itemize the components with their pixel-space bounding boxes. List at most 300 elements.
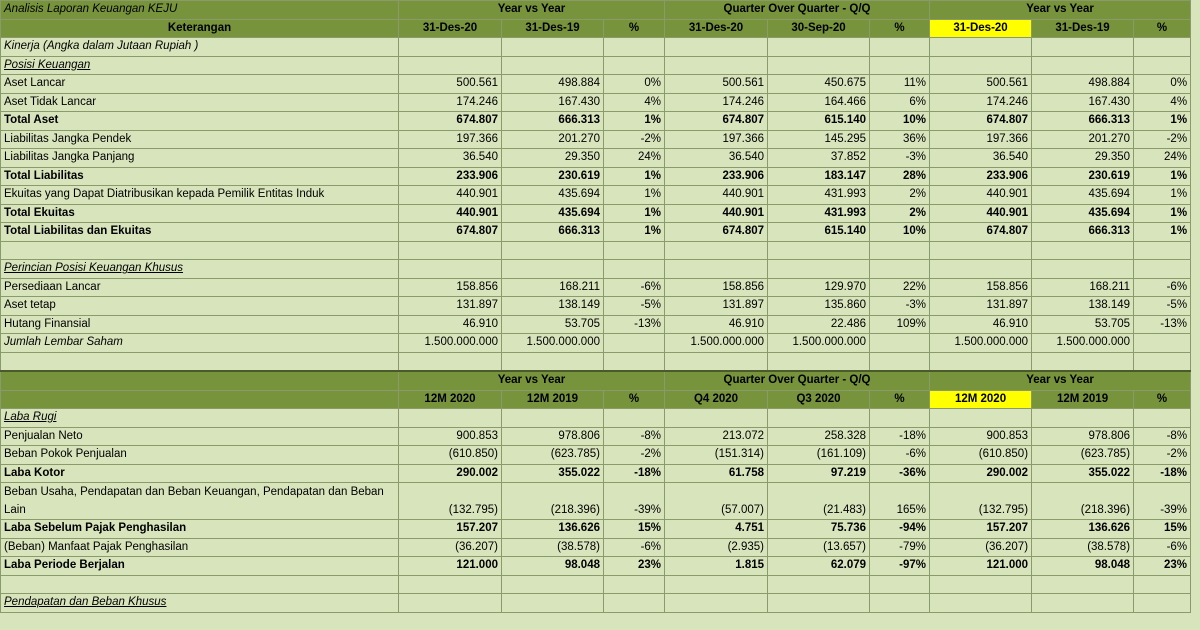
value-cell[interactable]: -2% [604, 446, 665, 465]
empty-cell[interactable] [665, 409, 768, 428]
column-header[interactable]: 31-Des-19 [1032, 19, 1134, 38]
section-title-laba-rugi[interactable]: Laba Rugi [1, 409, 399, 428]
value-cell[interactable]: -39% [604, 483, 665, 520]
value-cell[interactable]: (2.935) [665, 538, 768, 557]
value-cell[interactable]: -8% [1134, 427, 1191, 446]
value-cell[interactable]: 666.313 [1032, 223, 1134, 242]
value-cell[interactable]: 37.852 [768, 149, 870, 168]
value-cell[interactable]: 230.619 [502, 167, 604, 186]
empty-cell[interactable] [502, 38, 604, 57]
value-cell[interactable]: 674.807 [399, 223, 502, 242]
value-cell[interactable]: 1.500.000.000 [399, 334, 502, 353]
value-cell[interactable]: -18% [1134, 464, 1191, 483]
value-cell[interactable]: -13% [1134, 315, 1191, 334]
empty-cell[interactable] [768, 594, 870, 613]
value-cell[interactable]: 145.295 [768, 130, 870, 149]
value-cell[interactable]: 1.815 [665, 557, 768, 576]
value-cell[interactable]: 615.140 [768, 112, 870, 131]
group-header-yoy[interactable]: Year vs Year [399, 371, 665, 390]
value-cell[interactable]: 1.500.000.000 [768, 334, 870, 353]
value-cell[interactable]: 1% [604, 223, 665, 242]
empty-cell[interactable] [930, 241, 1032, 260]
empty-cell[interactable] [665, 352, 768, 371]
value-cell[interactable]: 4.751 [665, 520, 768, 539]
empty-cell[interactable] [604, 56, 665, 75]
value-cell[interactable]: (623.785) [502, 446, 604, 465]
value-cell[interactable]: 1% [604, 167, 665, 186]
value-cell[interactable] [604, 334, 665, 353]
value-cell[interactable]: 435.694 [502, 186, 604, 205]
value-cell[interactable]: 36.540 [930, 149, 1032, 168]
empty-cell[interactable] [399, 409, 502, 428]
value-cell[interactable]: 23% [604, 557, 665, 576]
value-cell[interactable]: (36.207) [930, 538, 1032, 557]
value-cell[interactable]: 10% [870, 112, 930, 131]
section-title-pendapatan-beban[interactable]: Pendapatan dan Beban Khusus [1, 594, 399, 613]
value-cell[interactable]: 165% [870, 483, 930, 520]
value-cell[interactable]: 1% [604, 112, 665, 131]
value-cell[interactable]: 213.072 [665, 427, 768, 446]
value-cell[interactable]: 450.675 [768, 75, 870, 94]
value-cell[interactable]: 435.694 [1032, 186, 1134, 205]
group-header-yoy-2[interactable]: Year vs Year [930, 371, 1191, 390]
row-label[interactable]: Beban Usaha, Pendapatan dan Beban Keuangan, Pendapatan dan Beban Lain [1, 483, 399, 520]
value-cell[interactable]: -5% [604, 297, 665, 316]
value-cell[interactable]: 674.807 [930, 112, 1032, 131]
empty-cell[interactable] [604, 409, 665, 428]
column-header-highlighted[interactable]: 12M 2020 [930, 390, 1032, 409]
row-label[interactable]: Hutang Finansial [1, 315, 399, 334]
value-cell[interactable]: -3% [870, 297, 930, 316]
empty-cell[interactable] [1032, 38, 1134, 57]
value-cell[interactable]: 1% [1134, 112, 1191, 131]
row-label[interactable]: (Beban) Manfaat Pajak Penghasilan [1, 538, 399, 557]
value-cell[interactable]: 666.313 [502, 223, 604, 242]
value-cell[interactable]: 36% [870, 130, 930, 149]
value-cell[interactable]: (38.578) [502, 538, 604, 557]
empty-cell[interactable] [1134, 241, 1191, 260]
value-cell[interactable]: 197.366 [930, 130, 1032, 149]
value-cell[interactable]: 674.807 [665, 112, 768, 131]
value-cell[interactable]: 1.500.000.000 [930, 334, 1032, 353]
value-cell[interactable]: (151.314) [665, 446, 768, 465]
empty-cell[interactable] [768, 38, 870, 57]
empty-cell[interactable] [502, 352, 604, 371]
row-label[interactable]: Total Liabilitas dan Ekuitas [1, 223, 399, 242]
column-header[interactable]: 12M 2019 [1032, 390, 1134, 409]
value-cell[interactable]: 500.561 [665, 75, 768, 94]
value-cell[interactable]: 29.350 [502, 149, 604, 168]
value-cell[interactable]: 158.856 [930, 278, 1032, 297]
value-cell[interactable]: 62.079 [768, 557, 870, 576]
column-header-highlighted[interactable]: 31-Des-20 [930, 19, 1032, 38]
empty-cell[interactable] [604, 575, 665, 594]
row-label[interactable]: Beban Pokok Penjualan [1, 446, 399, 465]
value-cell[interactable]: -97% [870, 557, 930, 576]
value-cell[interactable]: 1.500.000.000 [502, 334, 604, 353]
value-cell[interactable]: -6% [604, 538, 665, 557]
row-label[interactable]: Liabilitas Jangka Pendek [1, 130, 399, 149]
value-cell[interactable]: 167.430 [1032, 93, 1134, 112]
empty-cell[interactable] [1, 352, 399, 371]
column-header[interactable]: % [870, 19, 930, 38]
group-header-yoy-2[interactable]: Year vs Year [930, 1, 1191, 20]
section-title-perincian[interactable]: Perincian Posisi Keuangan Khusus [1, 260, 399, 279]
empty-cell[interactable] [870, 38, 930, 57]
group-header-yoy[interactable]: Year vs Year [399, 1, 665, 20]
row-label[interactable]: Total Aset [1, 112, 399, 131]
empty-cell[interactable] [502, 241, 604, 260]
value-cell[interactable]: -6% [1134, 538, 1191, 557]
empty-cell[interactable] [768, 56, 870, 75]
value-cell[interactable]: -2% [1134, 446, 1191, 465]
column-header[interactable]: % [1134, 390, 1191, 409]
empty-cell[interactable] [665, 260, 768, 279]
value-cell[interactable]: 24% [1134, 149, 1191, 168]
empty-cell[interactable] [399, 38, 502, 57]
value-cell[interactable]: 129.970 [768, 278, 870, 297]
value-cell[interactable]: 1% [604, 204, 665, 223]
empty-cell[interactable] [399, 352, 502, 371]
empty-cell[interactable] [1032, 56, 1134, 75]
row-label[interactable]: Total Ekuitas [1, 204, 399, 223]
value-cell[interactable]: 121.000 [930, 557, 1032, 576]
value-cell[interactable]: -6% [604, 278, 665, 297]
value-cell[interactable]: 136.626 [502, 520, 604, 539]
empty-cell[interactable] [604, 38, 665, 57]
value-cell[interactable]: 24% [604, 149, 665, 168]
value-cell[interactable]: 167.430 [502, 93, 604, 112]
value-cell[interactable]: (36.207) [399, 538, 502, 557]
column-header[interactable]: 12M 2019 [502, 390, 604, 409]
value-cell[interactable]: -18% [870, 427, 930, 446]
value-cell[interactable]: 1% [604, 186, 665, 205]
value-cell[interactable]: 4% [604, 93, 665, 112]
value-cell[interactable]: 233.906 [665, 167, 768, 186]
value-cell[interactable]: 174.246 [665, 93, 768, 112]
value-cell[interactable]: 158.856 [399, 278, 502, 297]
value-cell[interactable]: (623.785) [1032, 446, 1134, 465]
empty-cell[interactable] [930, 594, 1032, 613]
row-label[interactable]: Penjualan Neto [1, 427, 399, 446]
row-label[interactable]: Laba Sebelum Pajak Penghasilan [1, 520, 399, 539]
empty-cell[interactable] [665, 575, 768, 594]
value-cell[interactable]: 431.993 [768, 204, 870, 223]
column-header[interactable]: 12M 2020 [399, 390, 502, 409]
empty-cell[interactable] [930, 56, 1032, 75]
column-header-keterangan[interactable]: Keterangan [1, 19, 399, 38]
value-cell[interactable]: 61.758 [665, 464, 768, 483]
value-cell[interactable]: 900.853 [930, 427, 1032, 446]
column-header[interactable]: % [1134, 19, 1191, 38]
value-cell[interactable]: -2% [1134, 130, 1191, 149]
value-cell[interactable]: 230.619 [1032, 167, 1134, 186]
value-cell[interactable]: 36.540 [665, 149, 768, 168]
empty-cell[interactable] [604, 352, 665, 371]
value-cell[interactable]: 290.002 [930, 464, 1032, 483]
empty-cell[interactable] [930, 575, 1032, 594]
empty-cell[interactable] [399, 260, 502, 279]
value-cell[interactable]: 109% [870, 315, 930, 334]
value-cell[interactable]: 440.901 [665, 204, 768, 223]
value-cell[interactable]: 98.048 [1032, 557, 1134, 576]
value-cell[interactable]: 435.694 [1032, 204, 1134, 223]
value-cell[interactable]: -39% [1134, 483, 1191, 520]
column-header[interactable]: Q4 2020 [665, 390, 768, 409]
value-cell[interactable]: 440.901 [930, 186, 1032, 205]
value-cell[interactable]: 1% [1134, 186, 1191, 205]
value-cell[interactable]: 355.022 [1032, 464, 1134, 483]
empty-cell[interactable] [604, 594, 665, 613]
value-cell[interactable]: 53.705 [1032, 315, 1134, 334]
column-header[interactable]: % [870, 390, 930, 409]
value-cell[interactable]: (132.795) [399, 483, 502, 520]
value-cell[interactable]: 201.270 [502, 130, 604, 149]
value-cell[interactable]: 978.806 [1032, 427, 1134, 446]
empty-cell[interactable] [399, 575, 502, 594]
value-cell[interactable]: 46.910 [665, 315, 768, 334]
value-cell[interactable]: 157.207 [399, 520, 502, 539]
value-cell[interactable]: -36% [870, 464, 930, 483]
value-cell[interactable]: 138.149 [502, 297, 604, 316]
value-cell[interactable]: 11% [870, 75, 930, 94]
value-cell[interactable]: 498.884 [1032, 75, 1134, 94]
value-cell[interactable]: 168.211 [1032, 278, 1134, 297]
value-cell[interactable]: 355.022 [502, 464, 604, 483]
empty-cell[interactable] [768, 241, 870, 260]
value-cell[interactable]: -3% [870, 149, 930, 168]
empty-cell[interactable] [399, 594, 502, 613]
row-label[interactable]: Aset Lancar [1, 75, 399, 94]
empty-cell[interactable] [665, 594, 768, 613]
value-cell[interactable]: 1% [1134, 204, 1191, 223]
empty-cell[interactable] [1032, 241, 1134, 260]
empty-cell[interactable] [1134, 594, 1191, 613]
value-cell[interactable]: 22.486 [768, 315, 870, 334]
value-cell[interactable]: 233.906 [399, 167, 502, 186]
empty-cell[interactable] [1134, 409, 1191, 428]
row-label[interactable]: Jumlah Lembar Saham [1, 334, 399, 353]
value-cell[interactable]: -18% [604, 464, 665, 483]
column-header[interactable]: % [604, 390, 665, 409]
value-cell[interactable]: 197.366 [399, 130, 502, 149]
value-cell[interactable]: 15% [604, 520, 665, 539]
value-cell[interactable]: 22% [870, 278, 930, 297]
value-cell[interactable]: 290.002 [399, 464, 502, 483]
value-cell[interactable]: 6% [870, 93, 930, 112]
value-cell[interactable]: 53.705 [502, 315, 604, 334]
empty-cell[interactable] [604, 241, 665, 260]
empty-cell[interactable] [1134, 38, 1191, 57]
value-cell[interactable]: (132.795) [930, 483, 1032, 520]
kinerja-title[interactable]: Kinerja (Angka dalam Jutaan Rupiah ) [1, 38, 399, 57]
empty-cell[interactable] [870, 575, 930, 594]
empty-cell[interactable] [870, 409, 930, 428]
value-cell[interactable]: 258.328 [768, 427, 870, 446]
value-cell[interactable]: 435.694 [502, 204, 604, 223]
empty-cell[interactable] [665, 241, 768, 260]
empty-cell[interactable] [768, 409, 870, 428]
value-cell[interactable]: 75.736 [768, 520, 870, 539]
value-cell[interactable]: 674.807 [930, 223, 1032, 242]
value-cell[interactable]: (610.850) [399, 446, 502, 465]
value-cell[interactable]: 1% [1134, 167, 1191, 186]
value-cell[interactable]: 615.140 [768, 223, 870, 242]
value-cell[interactable]: 440.901 [399, 204, 502, 223]
value-cell[interactable]: (161.109) [768, 446, 870, 465]
empty-cell[interactable] [930, 409, 1032, 428]
value-cell[interactable]: 440.901 [665, 186, 768, 205]
value-cell[interactable]: -2% [604, 130, 665, 149]
value-cell[interactable]: 131.897 [930, 297, 1032, 316]
row-label[interactable]: Aset Tidak Lancar [1, 93, 399, 112]
column-header[interactable]: Q3 2020 [768, 390, 870, 409]
value-cell[interactable]: (21.483) [768, 483, 870, 520]
column-header[interactable]: 31-Des-20 [399, 19, 502, 38]
empty-cell[interactable] [1, 241, 399, 260]
empty-cell[interactable] [665, 56, 768, 75]
empty-cell[interactable] [768, 352, 870, 371]
value-cell[interactable]: 157.207 [930, 520, 1032, 539]
value-cell[interactable]: -13% [604, 315, 665, 334]
value-cell[interactable]: 46.910 [930, 315, 1032, 334]
column-header[interactable]: 31-Des-19 [502, 19, 604, 38]
empty-cell[interactable] [502, 409, 604, 428]
value-cell[interactable]: 138.149 [1032, 297, 1134, 316]
empty-cell[interactable] [665, 38, 768, 57]
value-cell[interactable]: (38.578) [1032, 538, 1134, 557]
value-cell[interactable]: 978.806 [502, 427, 604, 446]
empty-cell[interactable] [1134, 56, 1191, 75]
empty-cell[interactable] [768, 575, 870, 594]
empty-cell[interactable] [399, 241, 502, 260]
empty-cell[interactable] [502, 594, 604, 613]
value-cell[interactable]: 15% [1134, 520, 1191, 539]
value-cell[interactable]: -6% [1134, 278, 1191, 297]
value-cell[interactable]: 674.807 [665, 223, 768, 242]
value-cell[interactable]: 131.897 [665, 297, 768, 316]
empty-cell[interactable] [1134, 260, 1191, 279]
header-blank[interactable] [1, 390, 399, 409]
value-cell[interactable]: 28% [870, 167, 930, 186]
value-cell[interactable]: 431.993 [768, 186, 870, 205]
column-header[interactable]: 30-Sep-20 [768, 19, 870, 38]
empty-cell[interactable] [399, 56, 502, 75]
value-cell[interactable] [1134, 334, 1191, 353]
value-cell[interactable]: (57.007) [665, 483, 768, 520]
row-label[interactable]: Liabilitas Jangka Panjang [1, 149, 399, 168]
row-label[interactable]: Aset tetap [1, 297, 399, 316]
value-cell[interactable]: 10% [870, 223, 930, 242]
value-cell[interactable]: 1.500.000.000 [665, 334, 768, 353]
column-header[interactable]: % [604, 19, 665, 38]
value-cell[interactable]: -6% [870, 446, 930, 465]
row-label[interactable]: Laba Periode Berjalan [1, 557, 399, 576]
value-cell[interactable]: 174.246 [399, 93, 502, 112]
value-cell[interactable]: 46.910 [399, 315, 502, 334]
header-blank[interactable] [1, 371, 399, 390]
empty-cell[interactable] [1032, 352, 1134, 371]
value-cell[interactable]: 1.500.000.000 [1032, 334, 1134, 353]
value-cell[interactable]: 674.807 [399, 112, 502, 131]
empty-cell[interactable] [930, 260, 1032, 279]
value-cell[interactable]: 233.906 [930, 167, 1032, 186]
empty-cell[interactable] [1032, 594, 1134, 613]
value-cell[interactable]: (218.396) [1032, 483, 1134, 520]
value-cell[interactable]: 440.901 [930, 204, 1032, 223]
empty-cell[interactable] [1134, 575, 1191, 594]
value-cell[interactable]: 136.626 [1032, 520, 1134, 539]
empty-cell[interactable] [870, 241, 930, 260]
value-cell[interactable]: -94% [870, 520, 930, 539]
value-cell[interactable]: 36.540 [399, 149, 502, 168]
value-cell[interactable]: 2% [870, 186, 930, 205]
value-cell[interactable]: 201.270 [1032, 130, 1134, 149]
value-cell[interactable]: 98.048 [502, 557, 604, 576]
value-cell[interactable]: (13.657) [768, 538, 870, 557]
value-cell[interactable]: 666.313 [1032, 112, 1134, 131]
row-label[interactable]: Total Liabilitas [1, 167, 399, 186]
row-label[interactable]: Ekuitas yang Dapat Diatribusikan kepada Pemilik Entitas Induk [1, 186, 399, 205]
value-cell[interactable]: 164.466 [768, 93, 870, 112]
value-cell[interactable]: 197.366 [665, 130, 768, 149]
value-cell[interactable]: 900.853 [399, 427, 502, 446]
row-label[interactable]: Persediaan Lancar [1, 278, 399, 297]
empty-cell[interactable] [502, 56, 604, 75]
value-cell[interactable]: 2% [870, 204, 930, 223]
value-cell[interactable]: 168.211 [502, 278, 604, 297]
value-cell[interactable]: 135.860 [768, 297, 870, 316]
value-cell[interactable]: 29.350 [1032, 149, 1134, 168]
empty-cell[interactable] [870, 352, 930, 371]
empty-cell[interactable] [1032, 409, 1134, 428]
value-cell[interactable]: 0% [604, 75, 665, 94]
empty-cell[interactable] [604, 260, 665, 279]
empty-cell[interactable] [870, 56, 930, 75]
group-header-qoq[interactable]: Quarter Over Quarter - Q/Q [665, 1, 930, 20]
value-cell[interactable]: 500.561 [930, 75, 1032, 94]
value-cell[interactable]: 498.884 [502, 75, 604, 94]
value-cell[interactable]: 183.147 [768, 167, 870, 186]
value-cell[interactable] [870, 334, 930, 353]
column-header[interactable]: 31-Des-20 [665, 19, 768, 38]
value-cell[interactable]: -8% [604, 427, 665, 446]
value-cell[interactable]: 666.313 [502, 112, 604, 131]
value-cell[interactable]: 23% [1134, 557, 1191, 576]
empty-cell[interactable] [930, 352, 1032, 371]
empty-cell[interactable] [870, 594, 930, 613]
value-cell[interactable]: 158.856 [665, 278, 768, 297]
empty-cell[interactable] [502, 260, 604, 279]
value-cell[interactable]: -79% [870, 538, 930, 557]
empty-cell[interactable] [1, 575, 399, 594]
value-cell[interactable]: 121.000 [399, 557, 502, 576]
value-cell[interactable]: (610.850) [930, 446, 1032, 465]
empty-cell[interactable] [1032, 575, 1134, 594]
row-label[interactable]: Laba Kotor [1, 464, 399, 483]
empty-cell[interactable] [502, 575, 604, 594]
empty-cell[interactable] [1134, 352, 1191, 371]
value-cell[interactable]: 440.901 [399, 186, 502, 205]
sheet-title[interactable]: Analisis Laporan Keuangan KEJU [1, 1, 399, 20]
empty-cell[interactable] [768, 260, 870, 279]
value-cell[interactable]: -5% [1134, 297, 1191, 316]
value-cell[interactable]: 0% [1134, 75, 1191, 94]
value-cell[interactable]: 500.561 [399, 75, 502, 94]
group-header-qoq[interactable]: Quarter Over Quarter - Q/Q [665, 371, 930, 390]
value-cell[interactable]: 1% [1134, 223, 1191, 242]
empty-cell[interactable] [1032, 260, 1134, 279]
